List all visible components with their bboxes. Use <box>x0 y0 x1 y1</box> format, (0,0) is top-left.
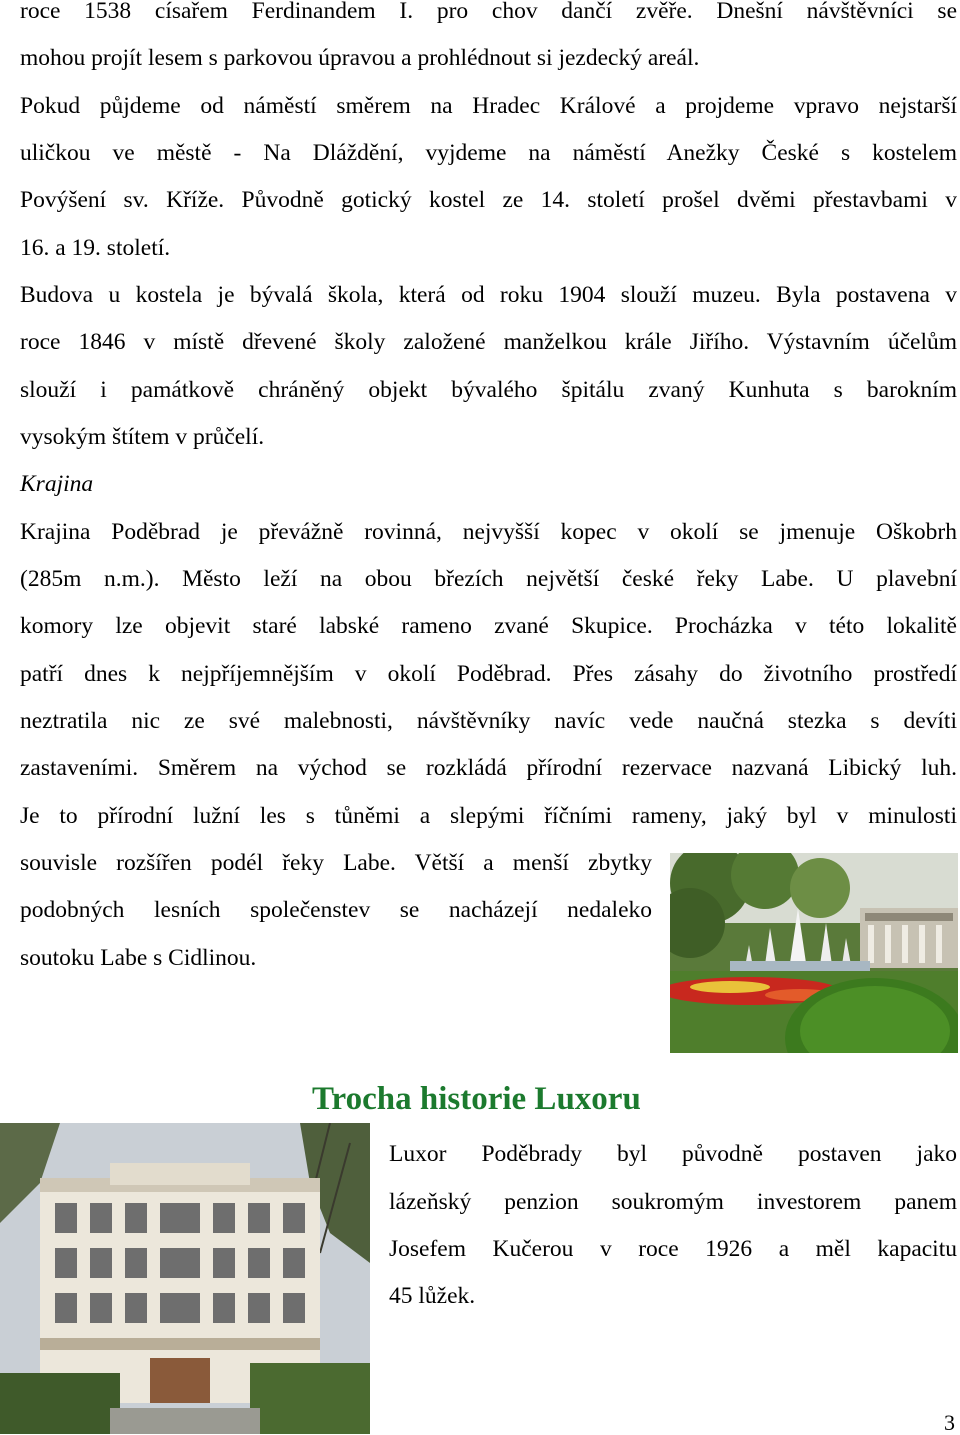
text-line: (285m n.m.). Město leží na obou březích největší české řeky Labe. U plavební <box>20 566 957 592</box>
text-line: mohou projít lesem s parkovou úpravou a prohlédnout si jezdecký areál. <box>20 45 700 71</box>
text-line: patří dnes k nejpříjemnějším v okolí Poděbrad. Přes zásahy do životního prostředí <box>20 661 957 687</box>
text-line: Josefem Kučerou v roce 1926 a měl kapacitu <box>389 1236 957 1262</box>
text-line: 16. a 19. století. <box>20 235 171 261</box>
text-line: komory lze objevit staré labské rameno zvané Skupice. Procházka v této lokalitě <box>20 613 957 639</box>
text-line: zastaveními. Směrem na východ se rozkládá přírodní rezervace nazvaná Libický luh. <box>20 755 957 781</box>
text-line: slouží i památkově chráněný objekt bývalého špitálu zvaný Kunhuta s barokním <box>20 377 957 403</box>
park-fountain-photo <box>670 853 958 1053</box>
text-line: lázeňský penzion soukromým investorem panem <box>389 1189 957 1215</box>
text-line: Pokud půjdeme od náměstí směrem na Hradec Králové a projdeme vpravo nejstarší <box>20 93 957 119</box>
text-line: Luxor Poděbrady byl původně postaven jako <box>389 1141 957 1167</box>
text-line: uličkou ve městě - Na Dláždění, vyjdeme na náměstí Anežky České s kostelem <box>20 140 957 166</box>
text-line: Krajina Poděbrad je převážně rovinná, nejvyšší kopec v okolí se jmenuje Oškobrh <box>20 519 957 545</box>
text-line: podobných lesních společenstev se nacházejí nedaleko <box>20 897 652 923</box>
text-line: neztratila nic ze své malebnosti, návštěvníky navíc vede naučná stezka s devíti <box>20 708 957 734</box>
text-line: souvisle rozšířen podél řeky Labe. Větší a menší zbytky <box>20 850 652 876</box>
text-line: Povýšení sv. Kříže. Původně gotický kostel ze 14. století prošel dvěmi přestavbami v <box>20 187 957 213</box>
section-heading-luxor: Trocha historie Luxoru <box>312 1081 641 1117</box>
text-line: vysokým štítem v průčelí. <box>20 424 265 450</box>
text-line: Je to přírodní lužní les s tůněmi a slepými říčními rameny, jaký byl v minulosti <box>20 803 957 829</box>
section-title-krajina: Krajina <box>20 471 94 497</box>
page-number: 3 <box>944 1410 955 1435</box>
text-line: 45 lůžek. <box>389 1283 476 1309</box>
text-line: roce 1846 v místě dřevené školy založené manželkou krále Jiřího. Výstavním účelům <box>20 329 957 355</box>
text-line: soutoku Labe s Cidlinou. <box>20 945 257 971</box>
text-line: Budova u kostela je bývalá škola, která od roku 1904 slouží muzeu. Byla postavena v <box>20 282 957 308</box>
text-line: roce 1538 císařem Ferdinandem I. pro chov dančí zvěře. Dnešní návštěvníci se <box>20 0 957 24</box>
luxor-building-photo <box>0 1123 370 1434</box>
